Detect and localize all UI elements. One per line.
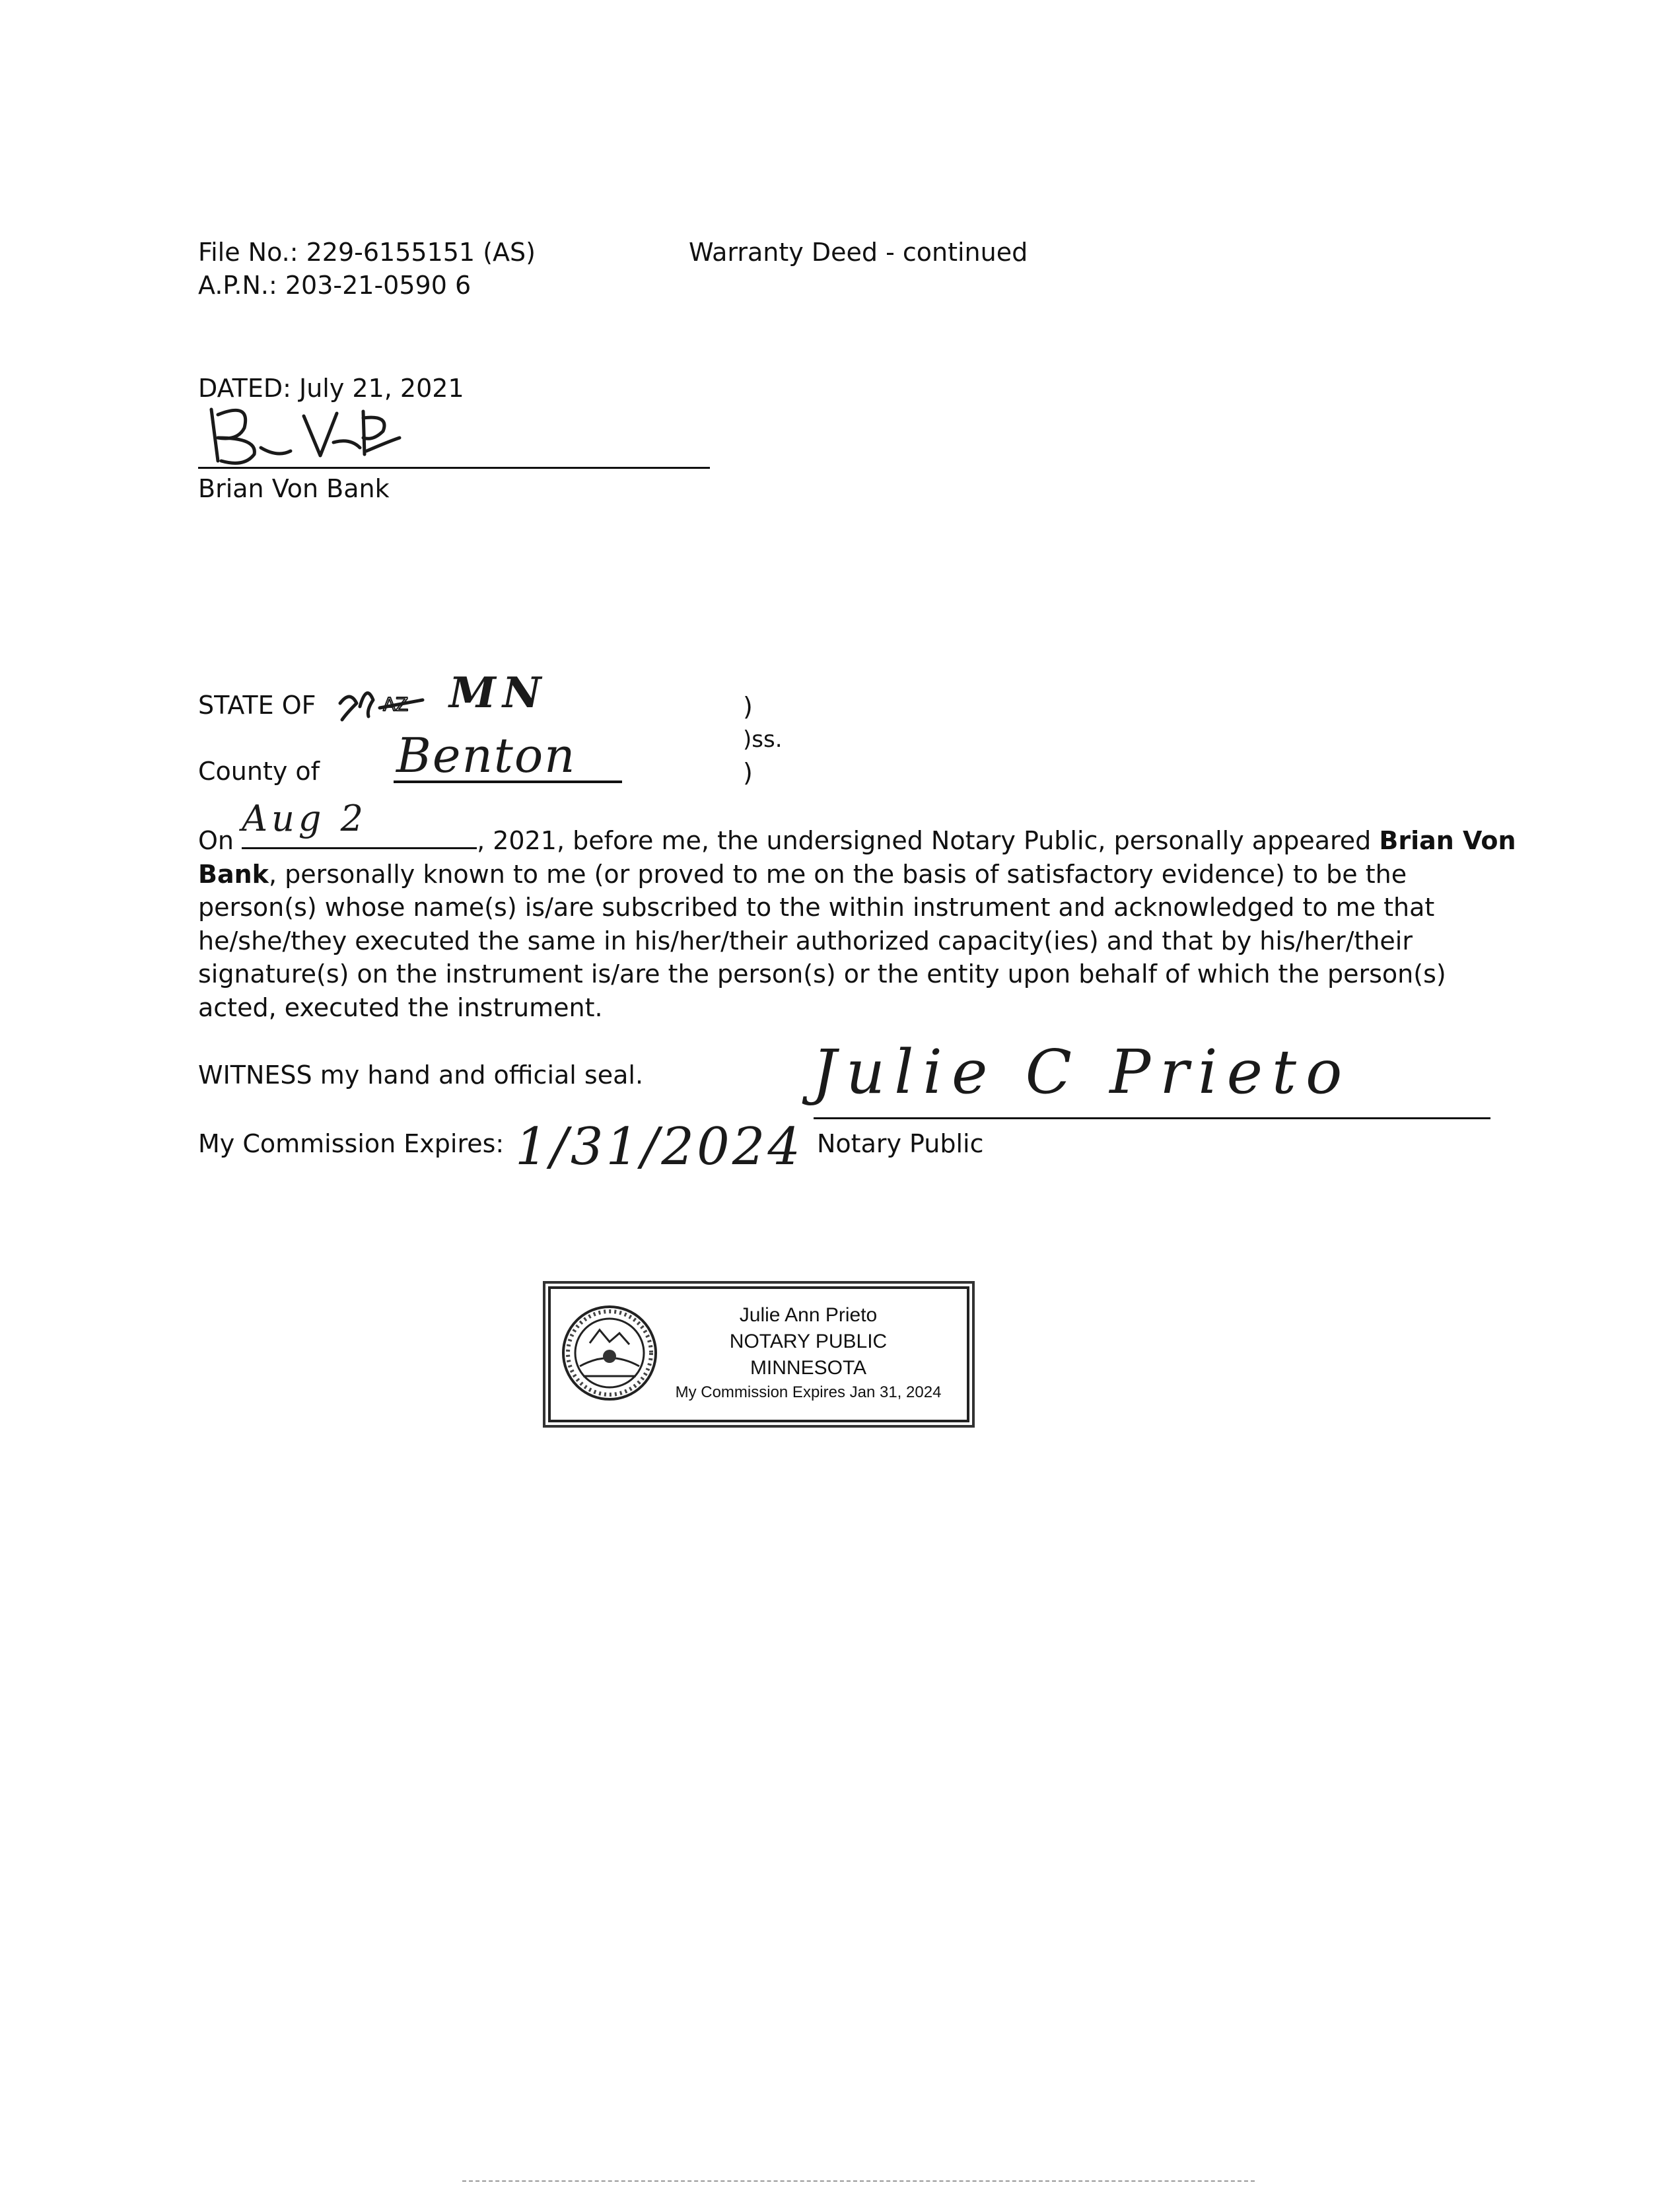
venue-paren-bottom: ) (743, 758, 753, 787)
acknowledgment-line4: he/she/they executed the same in his/her/their authorized capacity(ies) and that by his/her/their (198, 926, 1413, 955)
notary-stamp-expiration: My Commission Expires Jan 31, 2024 (675, 1383, 942, 1401)
notary-public-label: Notary Public (817, 1129, 984, 1158)
acknowledgment-date-blank (242, 798, 477, 849)
county-label: County of (198, 757, 320, 786)
grantor-signature (198, 401, 409, 474)
acknowledgment-line1: , 2021, before me, the undersigned Notary Public, personally appeared (477, 826, 1380, 855)
state-handwritten: MN (449, 668, 548, 718)
acknowledgment-line3: person(s) whose name(s) is/are subscribed to the within instrument and acknowledged to me that (198, 893, 1435, 922)
acknowledgment-paragraph (198, 798, 1516, 1024)
state-strikethrough (337, 680, 429, 726)
grantor-signature-line (198, 467, 710, 469)
bottom-edge-divider (462, 2180, 1255, 2182)
notary-signature: Julie C Prieto (812, 1037, 1352, 1107)
notary-stamp-name: Julie Ann Prieto (739, 1304, 878, 1326)
witness-statement: WITNESS my hand and official seal. (198, 1060, 644, 1090)
grantor-name: Brian Von Bank (198, 474, 390, 503)
svg-text:AZ: AZ (383, 693, 409, 715)
commission-expires-label: My Commission Expires: (198, 1129, 505, 1158)
minnesota-state-seal-icon (560, 1303, 659, 1403)
appeared-name-part2: Bank (198, 859, 269, 889)
acknowledgment-line6: acted, executed the instrument. (198, 992, 603, 1022)
venue-paren-ss: )ss. (743, 726, 783, 753)
notary-stamp-state: MINNESOTA (750, 1357, 867, 1379)
state-label: STATE OF (198, 691, 316, 720)
apn-number: A.P.N.: 203-21-0590 6 (198, 271, 472, 300)
commission-expires-handwritten: 1/31/2024 (515, 1117, 803, 1177)
county-underline (394, 781, 622, 783)
on-label: On (198, 826, 234, 855)
county-handwritten: Benton (396, 728, 577, 783)
acknowledgment-line2: , personally known to me (or proved to me on the basis of satisfactory evidence) to be the (268, 859, 1407, 889)
acknowledgment-date-handwritten: Aug 2 (242, 798, 367, 839)
appeared-name-part1: Brian Von (1379, 826, 1516, 855)
notary-stamp-title: NOTARY PUBLIC (729, 1331, 888, 1352)
venue-paren-top: ) (743, 692, 753, 721)
notary-stamp-text (660, 1302, 957, 1404)
file-number: File No.: 229-6155151 (AS) (198, 238, 536, 267)
acknowledgment-line5: signature(s) on the instrument is/are the person(s) or the entity upon behalf of which the person(s) (198, 959, 1446, 989)
notary-signature-line (814, 1117, 1490, 1119)
notary-stamp (548, 1286, 969, 1422)
document-title: Warranty Deed - continued (689, 238, 1028, 267)
dated-line: DATED: July 21, 2021 (198, 374, 464, 403)
